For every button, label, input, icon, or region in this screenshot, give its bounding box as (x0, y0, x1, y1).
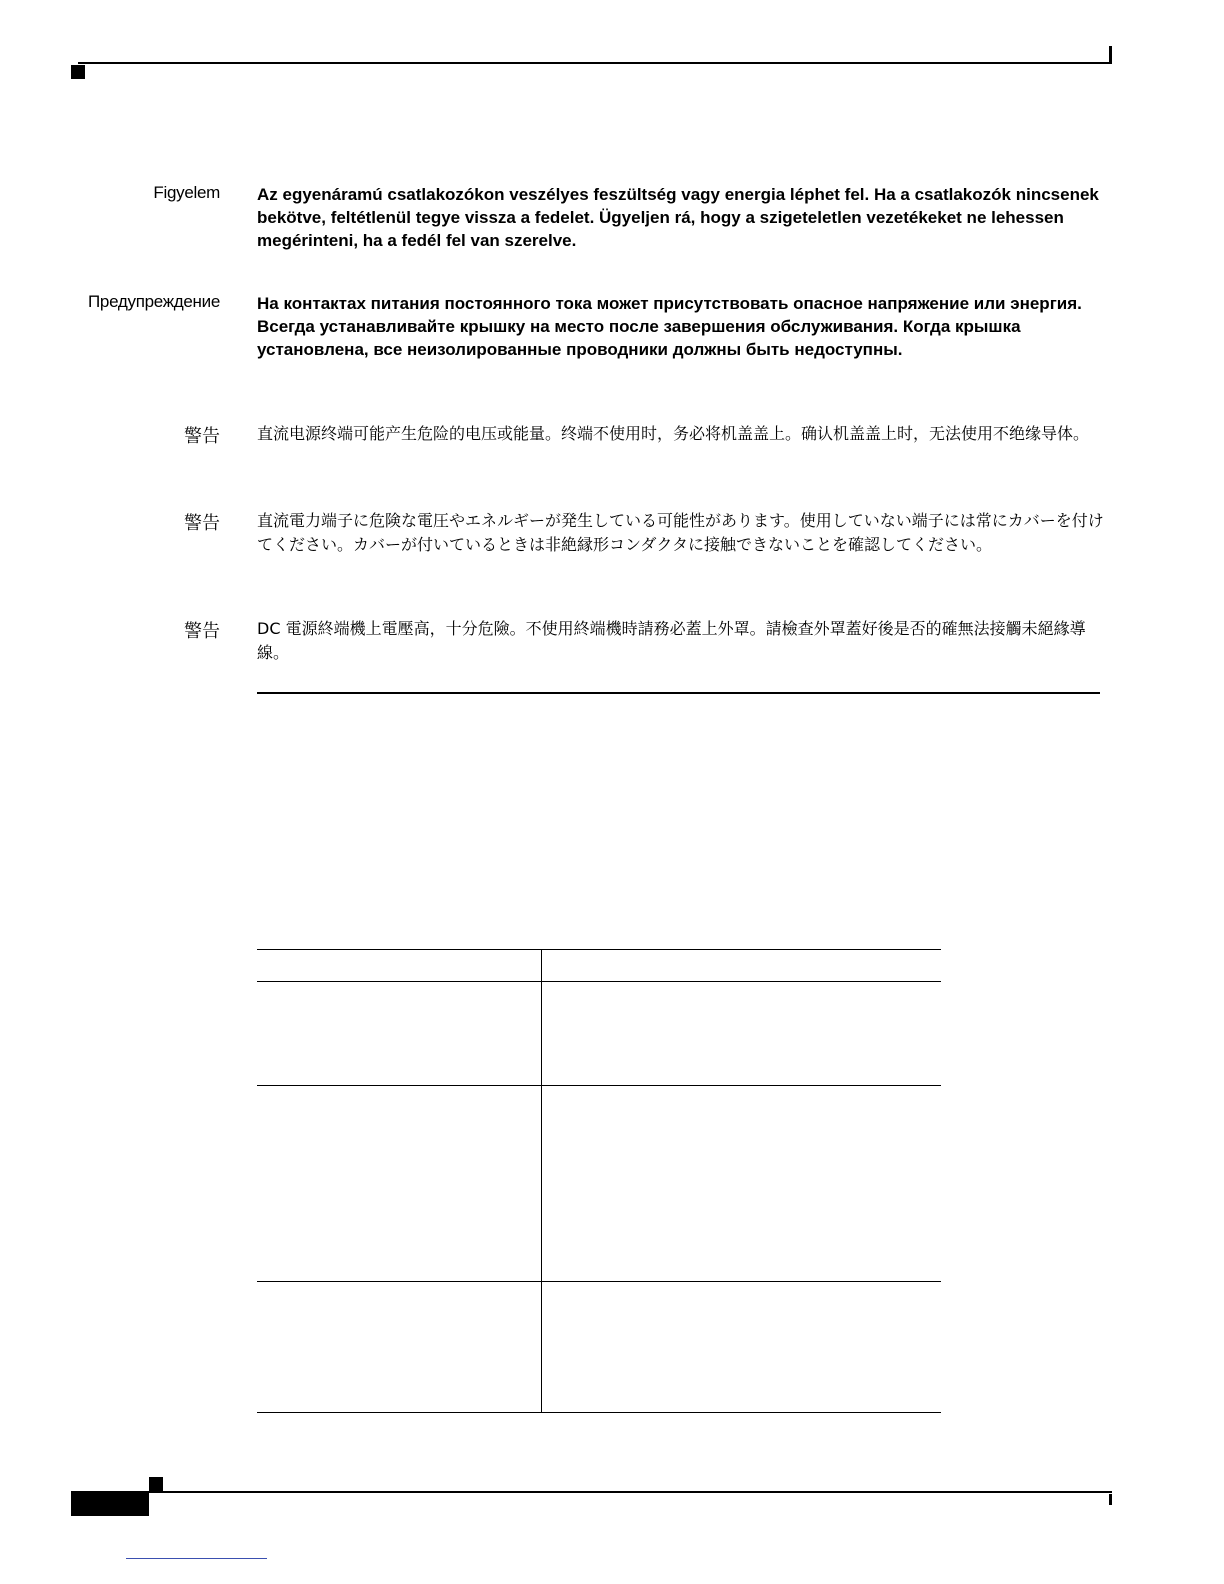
table-cell (257, 1282, 542, 1413)
header-tick-mark (1109, 46, 1112, 64)
header-corner-marker (71, 65, 85, 79)
table-cell (257, 950, 542, 982)
header-rule (78, 62, 1112, 64)
footer-rule (149, 1491, 1112, 1493)
table-cell (257, 1086, 542, 1282)
table-cell (542, 950, 942, 982)
table-cell (542, 982, 942, 1086)
table-row (257, 982, 941, 1086)
warning-label: 警告 (184, 621, 220, 642)
footer-link-underline[interactable] (126, 1558, 267, 1559)
warnings-end-rule (257, 692, 1100, 694)
warning-text: Az egyenáramú csatlakozókon veszélyes feszültség vagy energia léphet fel. Ha a csatlakozók nincsenek bekötve, feltétlenül tegye vissza a fedelet. Ügyeljen rá, hogy a szigeteletlen vezetékeket ne lehessen megérinteni, ha a fedél fel van szerelve. (257, 185, 1099, 250)
table-cell (542, 1086, 942, 1282)
warning-text: На контактах питания постоянного тока может присутствовать опасное напряжение или энергия. Всегда устанавливайте крышку на место после завершения обслуживания. Когда крышка установлена, все неизолированные проводники должны быть недоступны. (257, 294, 1082, 359)
warning-label: 警告 (184, 426, 220, 447)
warning-label: Figyelem (153, 183, 220, 202)
warning-text: 直流電力端子に危険な電圧やエネルギーが発生している可能性があります。使用していない端子には常にカバーを付けてください。カバーが付いているときは非絶縁形コンダクタに接触できないことを確認してください。 (257, 511, 1104, 554)
table-cell (257, 982, 542, 1086)
warning-label: Предупреждение (88, 292, 220, 311)
empty-table (257, 949, 941, 1413)
table-header-row (257, 950, 941, 982)
table-cell (542, 1282, 942, 1413)
warning-text: DC 電源終端機上電壓高，十分危險。不使用終端機時請務必蓋上外罩。請檢查外罩蓋好後是否的確無法接觸未絕緣導線。 (257, 619, 1086, 662)
footer-marker (149, 1477, 163, 1491)
warning-text: 直流电源终端可能产生危险的电压或能量。终端不使用时，务必将机盖盖上。确认机盖盖上时，无法使用不绝缘导体。 (257, 424, 1090, 443)
table-row (257, 1282, 941, 1413)
table-row (257, 1086, 941, 1282)
warning-label: 警告 (184, 513, 220, 534)
footer-page-tab (71, 1491, 149, 1516)
footer-tick-mark (1109, 1494, 1112, 1505)
